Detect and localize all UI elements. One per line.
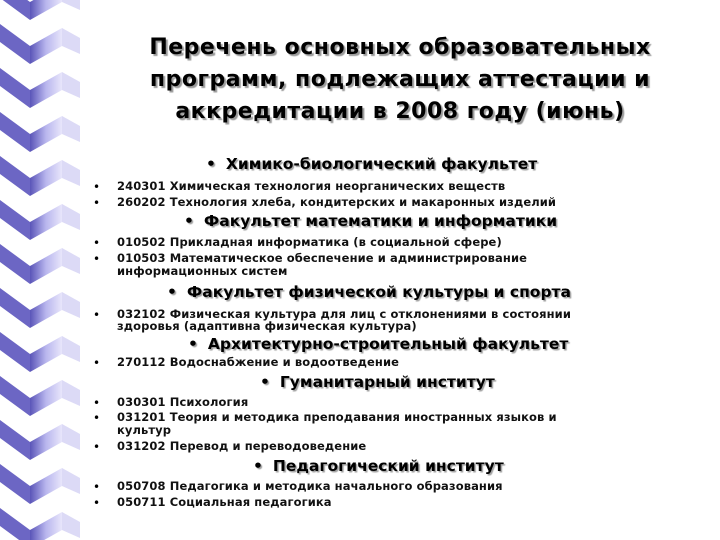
list-item: 030301 Психология <box>117 395 249 409</box>
list-bullet: • <box>93 396 101 410</box>
section-heading-math-informatics <box>184 212 557 230</box>
deco-band-fold <box>62 512 80 538</box>
list-item: 031201 Теория и методика преподавания иностранных языков и <box>117 410 557 424</box>
section-heading-humanities <box>260 373 495 391</box>
list-item-continuation: культур <box>117 423 172 437</box>
heading-bullet: • <box>167 283 177 301</box>
deco-band-fold <box>62 0 80 10</box>
heading-bullet: • <box>184 212 194 230</box>
deco-band-light <box>30 468 62 504</box>
title-line-3: аккредитации в 2008 году (июнь) <box>175 99 625 124</box>
deco-band-dark <box>0 68 30 108</box>
deco-band-light <box>30 72 62 108</box>
deco-band-light <box>30 336 62 372</box>
page-title <box>100 32 700 128</box>
list-bullet: • <box>93 411 101 425</box>
list-item: 050711 Социальная педагогика <box>117 495 332 509</box>
deco-band-light <box>30 116 62 152</box>
section-heading-architecture <box>188 335 568 353</box>
section-heading-physical-culture <box>167 283 571 301</box>
deco-band-fold <box>62 204 80 230</box>
list-item: 270112 Водоснабжение и водоотведение <box>117 355 400 369</box>
heading-bullet: • <box>206 155 216 173</box>
section-heading-pedagogical <box>253 457 504 475</box>
list-item: 010502 Прикладная информатика (в социальной сфере) <box>117 235 502 249</box>
list-item: 032102 Физическая культура для лиц с отклонениями в состоянии <box>117 307 571 321</box>
deco-band-light <box>30 248 62 284</box>
deco-band-fold <box>62 336 80 362</box>
list-item-continuation: информационных систем <box>117 264 288 278</box>
deco-band-fold <box>62 116 80 142</box>
deco-band-dark <box>0 508 30 540</box>
section-heading-text: Гуманитарный институт <box>279 373 495 391</box>
deco-band-fold <box>62 468 80 494</box>
deco-band-light <box>30 512 62 540</box>
title-line-1: Перечень основных образовательных <box>149 35 651 60</box>
deco-band-fold <box>62 72 80 98</box>
list-bullet: • <box>93 440 101 454</box>
list-item: 260202 Технология хлеба, кондитерских и макаронных изделий <box>117 195 557 209</box>
section-heading-text: Факультет математики и информатики <box>203 212 558 230</box>
heading-bullet: • <box>188 335 198 353</box>
deco-band-dark <box>0 376 30 416</box>
list-item: 010503 Математическое обеспечение и администрирование <box>117 251 527 265</box>
section-heading-text: Педагогический институт <box>272 457 504 475</box>
deco-band-light <box>30 424 62 460</box>
deco-band-light <box>30 292 62 328</box>
deco-band-light <box>30 160 62 196</box>
section-heading-text: Химико-биологический факультет <box>225 155 538 173</box>
heading-bullet: • <box>260 373 270 391</box>
list-bullet: • <box>93 480 101 494</box>
list-bullet: • <box>93 496 101 510</box>
deco-band-fold <box>62 28 80 54</box>
deco-band-light <box>30 28 62 64</box>
deco-band-dark <box>0 288 30 328</box>
deco-band-dark <box>0 420 30 460</box>
deco-band-fold <box>62 160 80 186</box>
deco-band-fold <box>62 424 80 450</box>
list-bullet: • <box>93 308 101 322</box>
deco-band-dark <box>0 464 30 504</box>
decorative-page-curl-border <box>0 0 90 540</box>
deco-band-fold <box>62 248 80 274</box>
deco-band-light <box>30 0 62 20</box>
list-bullet: • <box>93 236 101 250</box>
deco-band-dark <box>0 112 30 152</box>
deco-band-dark <box>0 200 30 240</box>
deco-band-fold <box>62 292 80 318</box>
heading-bullet: • <box>253 457 263 475</box>
list-item: 240301 Химическая технология неорганических веществ <box>117 179 506 193</box>
list-bullet: • <box>93 180 101 194</box>
section-heading-chem-bio <box>206 155 537 173</box>
list-item: 050708 Педагогика и методика начального образования <box>117 479 503 493</box>
list-bullet: • <box>93 252 101 266</box>
list-item-continuation: здоровья (адаптивна физическая культура) <box>117 319 417 333</box>
list-bullet: • <box>93 356 101 370</box>
title-line-2: программ, подлежащих аттестации и <box>149 67 651 92</box>
deco-band-dark <box>0 332 30 372</box>
deco-band-light <box>30 204 62 240</box>
deco-band-dark <box>0 156 30 196</box>
deco-band-dark <box>0 0 30 20</box>
deco-band-fold <box>62 380 80 406</box>
section-heading-text: Факультет физической культуры и спорта <box>186 283 571 301</box>
deco-band-dark <box>0 244 30 284</box>
deco-band-dark <box>0 24 30 64</box>
list-bullet: • <box>93 196 101 210</box>
list-item: 031202 Перевод и переводоведение <box>117 439 367 453</box>
deco-band-light <box>30 380 62 416</box>
section-heading-text: Архитектурно-строительный факультет <box>207 335 569 353</box>
